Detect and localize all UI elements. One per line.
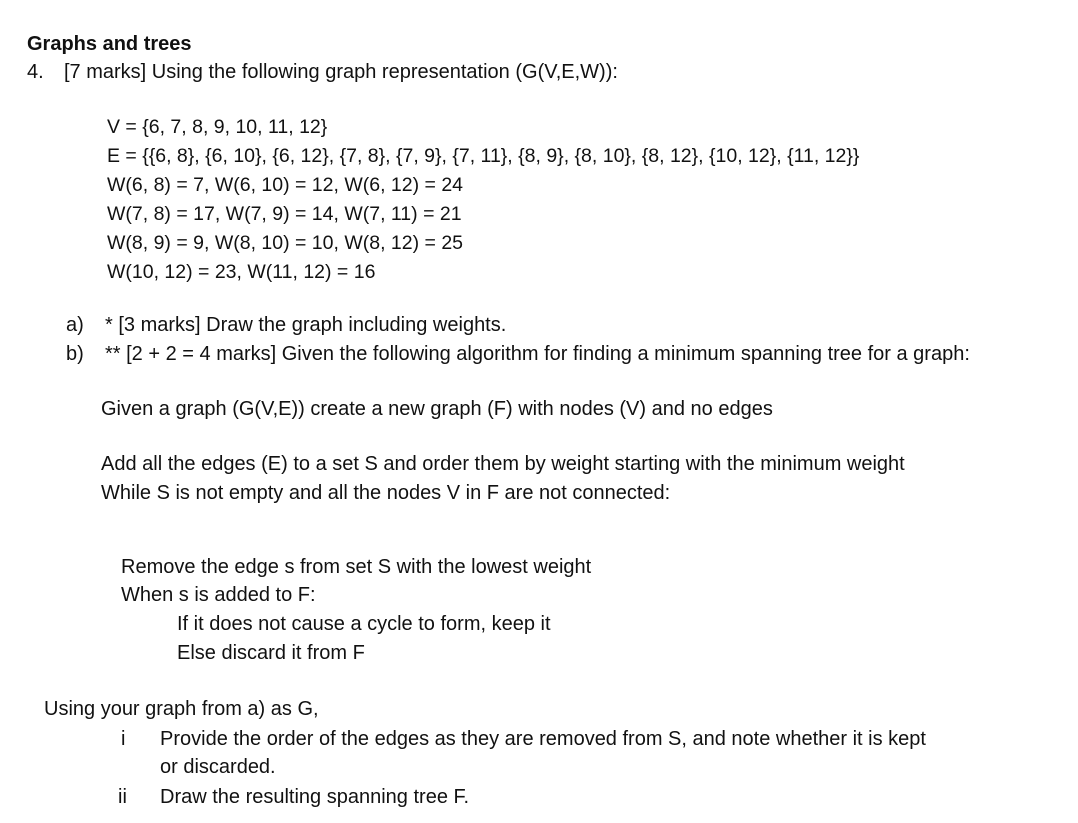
weight-line-3: W(8, 9) = 9, W(8, 10) = 10, W(8, 12) = 25 — [107, 232, 464, 254]
algorithm-line-4: Remove the edge s from set S with the lowest weight — [121, 556, 592, 578]
section-heading: Graphs and trees — [27, 33, 192, 55]
question-text: [7 marks] Using the following graph representation (G(V,E,W)): — [64, 61, 618, 83]
algorithm-line-6: If it does not cause a cycle to form, keep it — [177, 613, 551, 635]
part-b-text: ** [2 + 2 = 4 marks] Given the following algorithm for finding a minimum spanning tree for a graph: — [105, 343, 970, 365]
part-a-text: * [3 marks] Draw the graph including weights. — [105, 314, 507, 336]
task-i-text-continued: or discarded. — [160, 756, 276, 778]
question-number: 4. — [27, 61, 44, 83]
weight-line-4: W(10, 12) = 23, W(11, 12) = 16 — [107, 261, 376, 283]
algorithm-line-1: Given a graph (G(V,E)) create a new graph (F) with nodes (V) and no edges — [101, 398, 773, 420]
tasks-intro: Using your graph from a) as G, — [44, 698, 319, 720]
part-a-label: a) — [66, 314, 84, 336]
part-b-label: b) — [66, 343, 84, 365]
algorithm-line-7: Else discard it from F — [177, 642, 365, 664]
task-i-label: i — [121, 728, 126, 750]
vertex-set: V = {6, 7, 8, 9, 10, 11, 12} — [107, 116, 328, 138]
weight-line-2: W(7, 8) = 17, W(7, 9) = 14, W(7, 11) = 21 — [107, 203, 462, 225]
task-ii-text: Draw the resulting spanning tree F. — [160, 786, 470, 808]
edge-set: E = {{6, 8}, {6, 10}, {6, 12}, {7, 8}, {7, 9}, {7, 11}, {8, 9}, {8, 10}, {8, 12}, {10, 12}, {11, 12}} — [107, 145, 860, 167]
algorithm-line-5: When s is added to F: — [121, 584, 316, 606]
weight-line-1: W(6, 8) = 7, W(6, 10) = 12, W(6, 12) = 24 — [107, 174, 464, 196]
task-ii-label: ii — [118, 786, 127, 808]
algorithm-line-3: While S is not empty and all the nodes V in F are not connected: — [101, 482, 671, 504]
algorithm-line-2: Add all the edges (E) to a set S and order them by weight starting with the minimum weight — [101, 453, 905, 475]
task-i-text: Provide the order of the edges as they are removed from S, and note whether it is kept — [160, 728, 926, 750]
